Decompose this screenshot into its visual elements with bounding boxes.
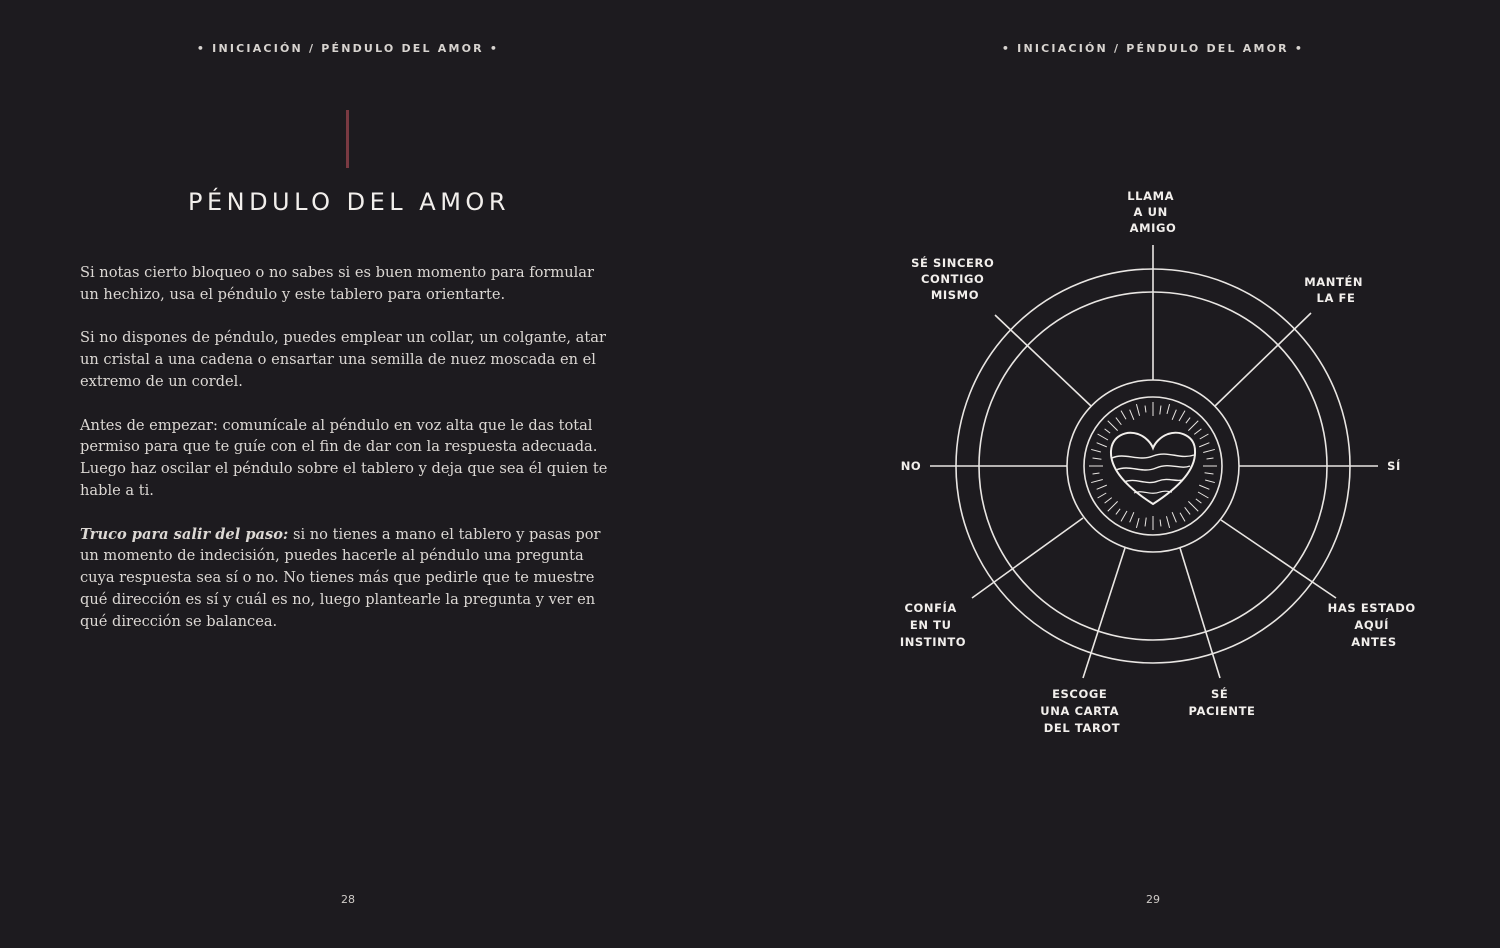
ray-line — [1196, 499, 1202, 503]
paragraph: Si notas cierto bloqueo o no sabes si es buen momento para formular un hechizo, usa el péndulo y este tablero para orientarte. — [80, 264, 594, 303]
spoke-top-right — [1215, 313, 1311, 406]
ray-line — [1116, 509, 1120, 515]
ray-line — [1172, 410, 1176, 420]
ray-line — [1188, 421, 1198, 431]
ray-line — [1105, 429, 1111, 433]
ray-line — [1108, 421, 1118, 431]
ray-line — [1116, 418, 1121, 425]
ray-line — [1205, 473, 1214, 474]
ray-line — [1198, 492, 1208, 498]
label-bottom-left: CONFÍA EN TU INSTINTO — [899, 601, 967, 649]
paragraph: Antes de empezar: comunícale al péndulo en voz alta que le das total permiso para que te guíe con el fin de dar con la respuesta adecuada. Luego haz oscilar el péndulo sobre el tablero y deja que sea él quien te hable a ti. — [80, 416, 608, 499]
ray-line — [1130, 410, 1134, 420]
radiating-lines — [1089, 402, 1217, 530]
ray-line — [1160, 406, 1161, 415]
board-labels — [900, 189, 1421, 735]
label-top: LLAMA A UN AMIGO — [1127, 189, 1177, 235]
ray-line — [1093, 458, 1102, 459]
ray-line — [1166, 516, 1169, 528]
heart-icon — [1111, 433, 1195, 504]
trick-text: si no tienes a mano el tablero y pasas por un momento de indecisión, puedes hacerle al péndulo una pregunta cuya respuesta sea sí o no. No tienes más que pedirle que te muestre qué dirección es sí y cuál es no, luego plantearle la pregunta y ver en qué dirección se balancea. — [80, 525, 601, 630]
ray-line — [1097, 443, 1107, 447]
label-top-right: MANTÉN LA FE — [1304, 275, 1364, 305]
ray-line — [1185, 507, 1190, 514]
ray-line — [1105, 498, 1112, 503]
ray-line — [1121, 511, 1127, 521]
label-bottom-center-left: ESCOGE UNA CARTA DEL TAROT — [1040, 687, 1121, 735]
accent-bar — [346, 110, 349, 168]
paragraph: Si no dispones de péndulo, puedes emplear un collar, un colgante, atar un cristal a una cadena o ensartar una semilla de nuez moscada en el extremo de un cordel. — [80, 329, 606, 390]
ray-line — [1199, 485, 1209, 489]
ray-line — [1097, 485, 1107, 489]
ray-line — [1179, 411, 1185, 421]
ray-line — [1160, 520, 1161, 527]
label-bottom-right: HAS ESTADO AQUÍ ANTES — [1327, 601, 1416, 649]
ray-line — [1098, 493, 1107, 498]
ray-line — [1145, 406, 1146, 413]
ray-line — [1199, 443, 1209, 447]
page-number: 28 — [341, 893, 355, 906]
ray-line — [1188, 501, 1198, 511]
ray-line — [1172, 512, 1176, 522]
label-no: NO — [900, 459, 922, 473]
ray-line — [1194, 429, 1201, 434]
spoke-bottom-center-right — [1180, 548, 1220, 678]
ray-line — [1108, 501, 1118, 511]
ray-line — [1091, 449, 1101, 452]
ray-line — [1203, 449, 1215, 452]
ray-line — [1207, 458, 1214, 459]
spoke-top-left — [995, 315, 1091, 406]
ray-line — [1121, 411, 1126, 420]
label-si: SÍ — [1387, 459, 1401, 473]
running-head: • INICIACIÓN / PÉNDULO DEL AMOR • — [196, 42, 500, 55]
ray-line — [1136, 518, 1139, 528]
label-bottom-center-right: SÉ PACIENTE — [1188, 687, 1256, 718]
ray-line — [1098, 434, 1108, 440]
trick-lead: Truco para salir del paso: — [80, 525, 289, 543]
ray-line — [1205, 480, 1215, 483]
ray-line — [1145, 518, 1146, 527]
ray-line — [1200, 434, 1209, 439]
page-number: 29 — [1146, 893, 1160, 906]
ray-line — [1130, 512, 1134, 522]
label-top-left: SÉ SINCERO CONTIGO MISMO — [911, 256, 995, 302]
ray-line — [1186, 418, 1190, 424]
right-page — [750, 0, 1500, 948]
ray-line — [1093, 473, 1100, 474]
ray-line — [1136, 404, 1139, 416]
page-title: PÉNDULO DEL AMOR — [187, 188, 510, 216]
center-ring-inner — [1084, 397, 1222, 535]
body-text — [80, 262, 615, 654]
trick-paragraph — [80, 524, 615, 633]
running-head: • INICIACIÓN / PÉNDULO DEL AMOR • — [1001, 42, 1305, 55]
pendulum-board — [750, 0, 1500, 948]
ray-line — [1180, 513, 1185, 522]
spoke-bottom-center-left — [1083, 548, 1125, 678]
ray-line — [1091, 479, 1103, 482]
ray-line — [1167, 404, 1170, 414]
